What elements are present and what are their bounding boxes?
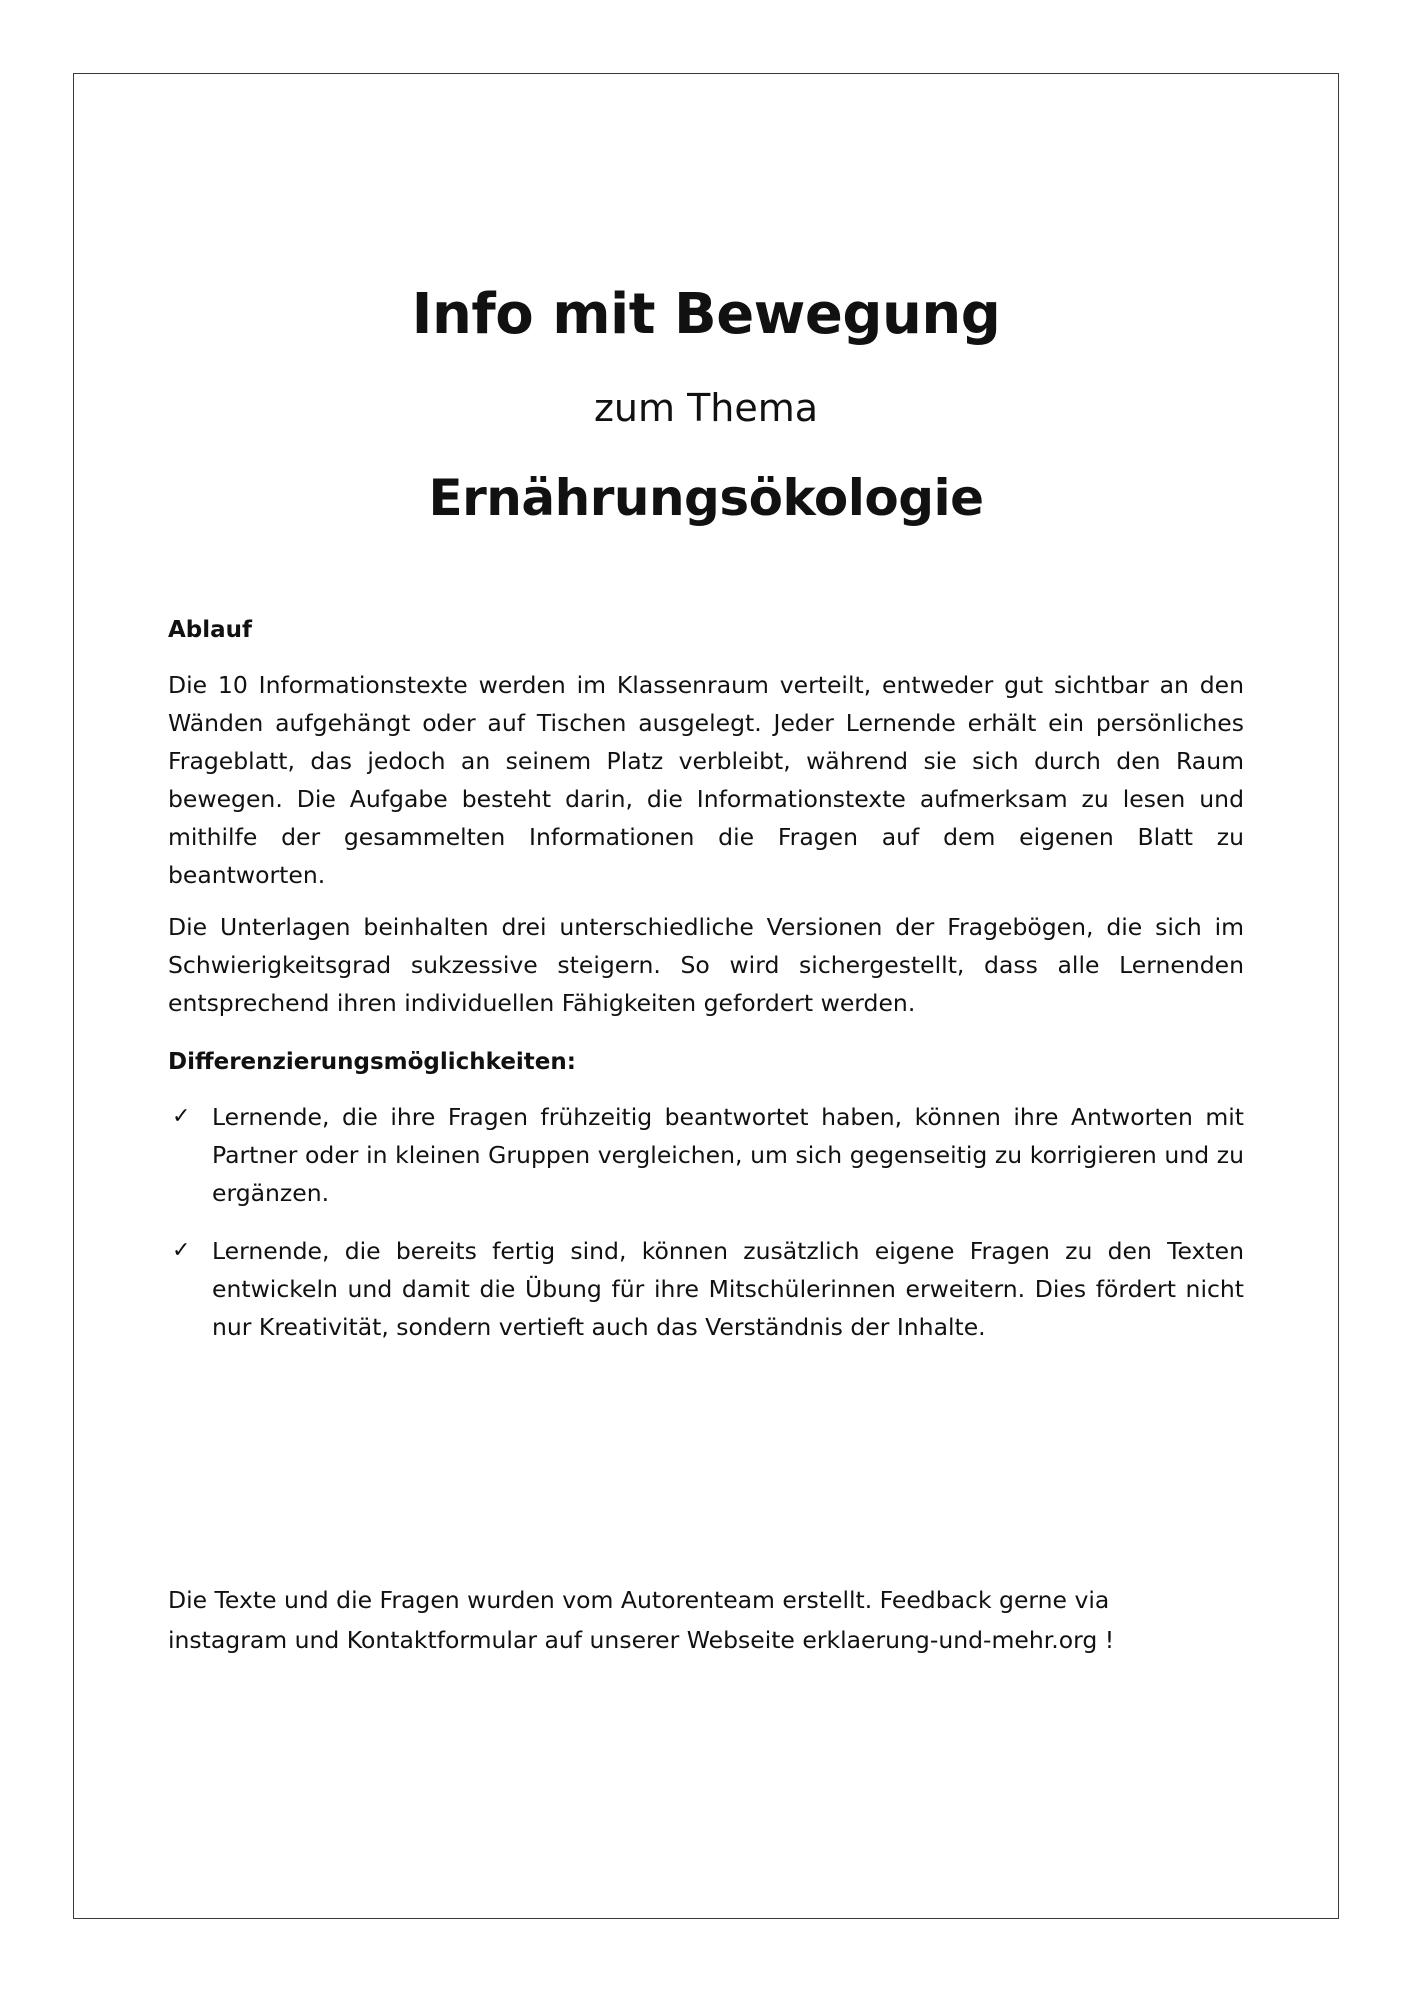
list-item [168, 1232, 1244, 1346]
footer-line-2: instagram und Kontaktformular auf unserer Webseite erklaerung-und-mehr.org ! [168, 1626, 1115, 1654]
document-subtitle: zum Thema [593, 386, 819, 430]
differenzierung-list [168, 1098, 1244, 1346]
footer-line-1: Die Texte und die Fragen wurden vom Autorenteam erstellt. Feedback gerne via [168, 1586, 1110, 1614]
ablauf-paragraph-2: Die Unterlagen beinhalten drei unterschiedliche Versionen der Fragebögen, die sich im Schwierigkeitsgrad sukzessive steigern. So wird sichergestellt, dass alle Lernenden entsprechend ihren individuellen Fähigkeiten gefordert werden. [168, 913, 1244, 1017]
list-item-text: Lernende, die bereits fertig sind, können zusätzlich eigene Fragen zu den Texten entwickeln und damit die Übung für ihre Mitschülerinnen erweitern. Dies fördert nicht nur Kreativität, sondern vertieft auch das Verständnis der Inhalte. [212, 1237, 1244, 1341]
document-topic: Ernährungsökologie [428, 469, 984, 527]
check-icon: ✓ [172, 1238, 191, 1263]
list-item-text: Lernende, die ihre Fragen frühzeitig beantwortet haben, können ihre Antworten mit Partner oder in kleinen Gruppen vergleichen, um sich gegenseitig zu korrigieren und zu ergänzen. [212, 1103, 1244, 1207]
body-section [168, 612, 1244, 1360]
differenzierung-heading: Differenzierungsmöglichkeiten: [168, 1049, 576, 1075]
ablauf-heading: Ablauf [168, 617, 253, 643]
footer-note [168, 1580, 1244, 1660]
ablauf-paragraph-1: Die 10 Informationstexte werden im Klassenraum verteilt, entweder gut sichtbar an den Wänden aufgehängt oder auf Tischen ausgelegt. Jeder Lernende erhält ein persönliches Frageblatt, das jedoch an seinem Platz verbleibt, während sie sich durch den Raum bewegen. Die Aufgabe besteht darin, die Informationstexte aufmerksam zu lesen und mithilfe der gesammelten Informationen die Fragen auf dem eigenen Blatt zu beantworten. [168, 671, 1244, 889]
check-icon: ✓ [172, 1104, 191, 1129]
list-item [168, 1098, 1244, 1212]
document-title: Info mit Bewegung [411, 282, 1001, 347]
